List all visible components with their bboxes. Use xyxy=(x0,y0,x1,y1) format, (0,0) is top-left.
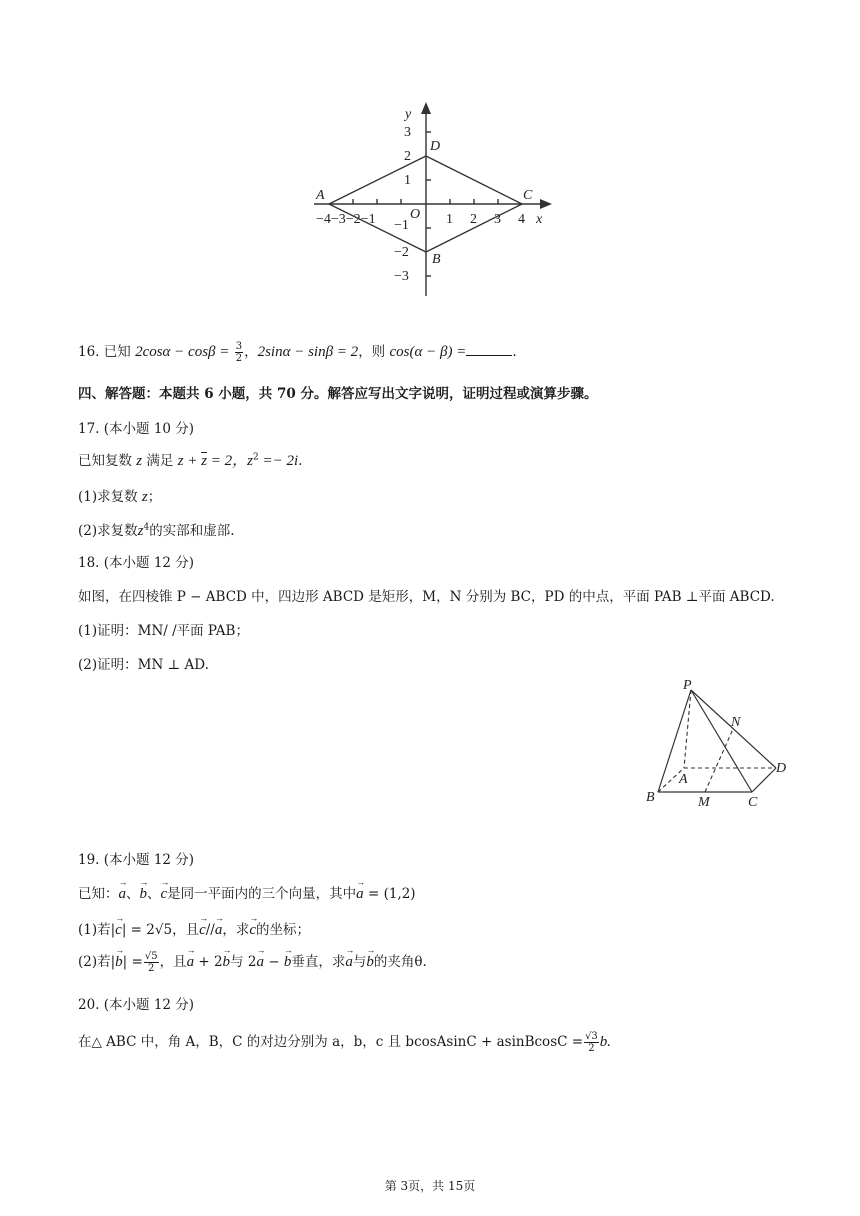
question-19-stem: 已知：→ a、→ b、→ c是同一平面内的三个向量，其中→ a = (1,2) xyxy=(78,882,416,903)
x-ticks-negative: −4−3−2−1 xyxy=(316,212,376,227)
question-17-part-2: (2)求复数$z^4$的实部和虚部. xyxy=(78,522,235,539)
question-20-stem: 在△ ABC 中，角 A，B，C 的对边分别为 a，b，c 且 bcosAsinC + asinBcosC = $\frac{√3}{2}$ b. xyxy=(78,1031,612,1054)
question-18-part-1: (1)证明：MN/ /平面 PAB； xyxy=(78,623,249,639)
question-16: 16. 已知 2cosα − cosβ = $\frac{3}{2}$ ，2sinα − sinβ = 2，则 cos(α − β) = . xyxy=(78,341,517,364)
question-19-part-1: (1)若|→ c| = 2√5，且→ c//→ a，求→ c的坐标； xyxy=(78,918,310,939)
question-17-part-1: (1)求复数 z； xyxy=(78,489,162,505)
origin-label: O xyxy=(410,207,421,222)
y-tick-2: 2 xyxy=(404,149,411,164)
fraction-root5-over-2: $\frac{√5}{2}$ xyxy=(144,951,158,974)
fraction-three-halves: $\frac{3}{2}$ xyxy=(235,341,243,364)
pyramid-figure xyxy=(640,675,800,815)
question-19-header: 19. (本小题 12 分) xyxy=(78,852,195,868)
question-20-header: 20. (本小题 12 分) xyxy=(78,997,195,1013)
y-tick-3: 3 xyxy=(404,125,411,140)
pyramid-label-m: M xyxy=(698,795,710,810)
pyramid-label-b: B xyxy=(646,790,655,805)
y-tick-neg2: −2 xyxy=(394,245,409,260)
question-18-header: 18. (本小题 12 分) xyxy=(78,555,195,571)
question-18-stem: 如图，在四棱锥 P − ABCD 中，四边形 ABCD 是矩形，M，N 分别为 BC，PD 的中点，平面 PAB ⊥平面 ABCD. xyxy=(78,589,775,605)
page-footer: 第 3页，共 15页 xyxy=(384,1179,476,1193)
pyramid-label-c: C xyxy=(748,795,758,810)
x-tick-1: 1 xyxy=(446,212,453,227)
question-19-part-2: (2)若|→ b| = $\frac{√5}{2}$ ，且→ a + 2→ b与 2→ a − → b垂直，求→ a与→ b的夹角θ. xyxy=(78,950,427,974)
pyramid-label-d: D xyxy=(776,761,787,776)
y-tick-neg1: −1 xyxy=(394,218,409,233)
question-18-part-2: (2)证明：MN ⊥ AD. xyxy=(78,657,209,673)
x-axis-label: x xyxy=(536,212,543,227)
point-b-label: B xyxy=(432,252,441,267)
point-a-label: A xyxy=(316,188,325,203)
x-tick-2: 2 xyxy=(470,212,477,227)
point-d-label: D xyxy=(430,139,441,154)
question-17-header: 17. (本小题 10 分) xyxy=(78,421,195,437)
pyramid-label-a: A xyxy=(679,772,688,787)
coordinate-figure xyxy=(300,98,560,308)
x-tick-4: 4 xyxy=(518,212,525,227)
y-tick-neg3: −3 xyxy=(394,269,409,284)
x-tick-3: 3 xyxy=(494,212,501,227)
question-17-stem: 已知复数 z 满足 $z + \overline{z} = 2$，$z^2 =- 2i$. xyxy=(78,452,303,469)
point-c-label: C xyxy=(523,188,533,203)
y-tick-1: 1 xyxy=(404,173,411,188)
section-heading: 四、解答题：本题共 6 小题，共 70 分。解答应写出文字说明，证明过程或演算步骤。 xyxy=(78,386,598,402)
pyramid-label-p: P xyxy=(683,678,692,693)
y-axis-label: y xyxy=(405,107,412,122)
answer-blank xyxy=(466,343,512,356)
fraction-root3-over-2: $\frac{√3}{2}$ xyxy=(585,1031,598,1054)
pyramid-label-n: N xyxy=(731,715,741,730)
